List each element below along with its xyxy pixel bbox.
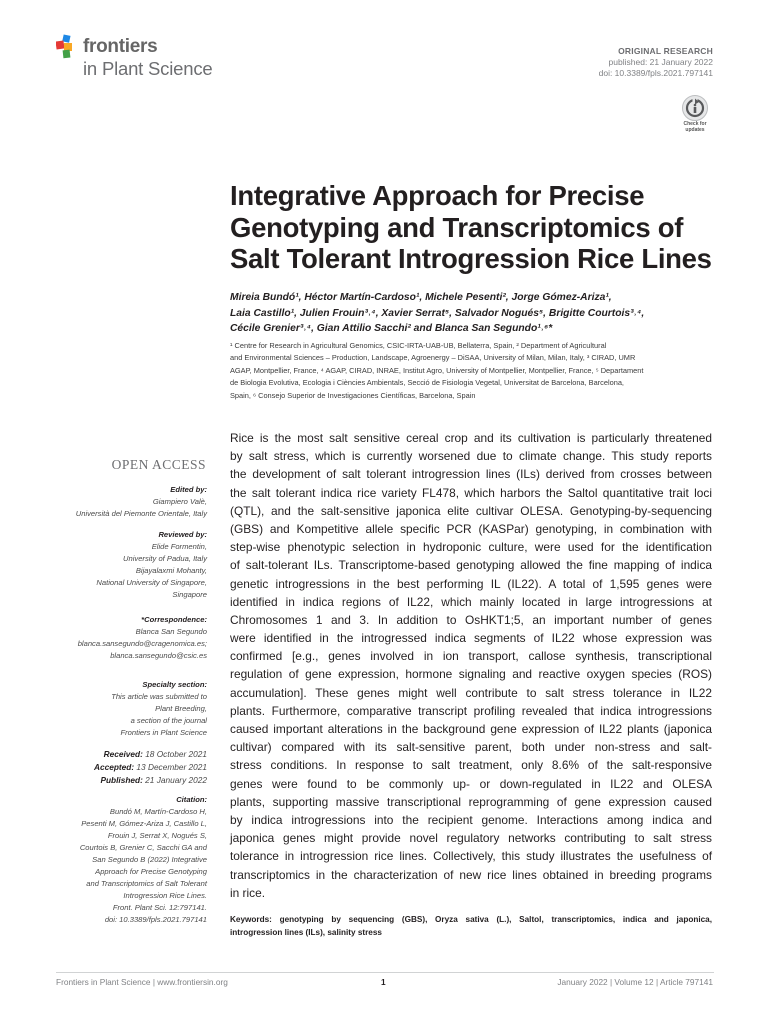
affiliation-line: de Biologia Evolutiva, Ecologia i Ciències Ambientals, Secció de Fisiologia Vegetal, Universitat de Barcelona, Barcelona, [230, 378, 624, 388]
journal-name: in Plant Science [83, 58, 213, 79]
author-list [230, 290, 730, 337]
affiliation-line: AGAP, Montpellier, France, ⁴ AGAP, CIRAD, INRAE, Institut Agro, University of Montpellier, Montpellier, France, ⁵ Departament [230, 365, 644, 375]
published-value: 21 January 2022 [145, 775, 207, 786]
affiliations [230, 340, 720, 402]
abstract-line: caused important alterations in the background gene expression of IL22 plants (japonica [230, 722, 712, 736]
reviewer-line: National University of Singapore, [96, 578, 207, 587]
abstract-line: were identified in the introgressed indica segments of IL22 whose expression was [230, 631, 712, 646]
affiliation-line: ¹ Centre for Research in Agricultural Genomics, CSIC-IRTA-UAB-UB, Bellaterra, Spain, ² Department of Agricultural [230, 341, 607, 350]
abstract-line: plants, supporting massive transcriptional reprogramming of gene expression caused [230, 794, 712, 809]
citation-line: Approach for Precise Genotyping [95, 867, 207, 876]
abstract-line: (QTL), and the salt-sensitive japonica elite cultivar OLESA. Genotyping-by-sequencing [230, 503, 712, 518]
received-value: 18 October 2021 [145, 749, 207, 759]
published-date: published: 21 January 2022 [608, 57, 713, 67]
accepted-label: Accepted: [93, 762, 135, 773]
footer-divider [56, 972, 714, 973]
abstract-line: in rice. [230, 885, 266, 900]
author-line: Laia Castillo¹, Julien Frouin³˒⁴, Xavier Serrat⁵, Salvador Nogués⁵, Brigitte Courtois³˒⁴, [230, 307, 645, 319]
abstract-line: stress conditions. In response to salt treatment, only 8.6% of the salt-responsive [230, 758, 712, 773]
editor-line: Università del Piemonte Orientale, Italy [75, 509, 207, 518]
article-dates [94, 748, 207, 788]
abstract-line: the salt tolerant indica rice variety FL478, which harbors the Saltol quantitative trait loci [230, 485, 712, 500]
citation-line: Frouin J, Serrat X, Nogués S, [107, 831, 207, 840]
logo-wordmark: frontiers [83, 36, 158, 57]
specialty-line: Frontiers in Plant Science [120, 728, 207, 737]
published-label: Published: [100, 775, 143, 786]
abstract-line: confirmed [e.g., genes involved in ion transport, callose synthesis, transcriptional [230, 649, 712, 664]
abstract-line: regulation of gene expression, hormone signaling and reactive oxygen species (ROS) [230, 667, 712, 682]
affiliation-line: Spain, ⁶ Consejo Superior de Investigaciones Científicas, Barcelona, Spain [230, 390, 476, 400]
citation-section [80, 794, 207, 926]
abstract-line: by salt stress, which is currently worsened due to climate change. This study reports [230, 449, 712, 464]
received-date [94, 748, 207, 761]
correspondence-section [78, 614, 207, 662]
affiliation-line: and Environmental Sciences – Production, Landscape, Agroenergy – DiSAA, University of Milan, Milan, Italy, ³ CIRAD, UMR [230, 353, 636, 363]
title-line: Genotyping and Transcriptomics of [230, 211, 684, 243]
check-for-updates-badge[interactable] [676, 95, 714, 133]
abstract-line: transcriptomics in the characterization of new rice lines obtained in breeding programs [230, 867, 712, 882]
check-updates-icon [676, 95, 714, 122]
published-date-side [94, 774, 207, 787]
citation-line: Front. Plant Sci. 12:797141. [112, 903, 207, 912]
journal-logo [56, 34, 256, 84]
footer-issue-info: January 2022 | Volume 12 | Article 797141 [557, 977, 713, 987]
check-updates-label: Check for updates [683, 121, 707, 133]
abstract-line: Chromosomes 1 and 3. In addition to OsHKT1;5, an important number of genes [230, 612, 712, 627]
citation-heading: Citation: [176, 795, 207, 804]
specialty-section [111, 679, 207, 739]
citation-line: and Transcriptomics of Salt Tolerant [86, 879, 207, 888]
keywords-line: introgression lines (ILs), salinity stress [230, 928, 382, 937]
citation-line: Introgression Rice Lines. [123, 891, 207, 900]
edited-by-heading: Edited by: [170, 485, 207, 494]
correspondence-name: Blanca San Segundo [135, 627, 207, 636]
citation-line: Bundó M, Martín-Cardoso H, [109, 807, 207, 816]
correspondence-email-link[interactable]: blanca.sansegundo@csic.es [110, 651, 207, 660]
correspondence-heading: *Correspondence: [141, 615, 207, 624]
article-title [230, 180, 730, 275]
specialty-line: a section of the journal [130, 716, 207, 725]
abstract-line: tolerance in introgression rice lines. Collectively, this study illustrates the usefulness of [230, 849, 712, 864]
article-doi[interactable]: doi: 10.3389/fpls.2021.797141 [598, 68, 713, 78]
reviewer-line: Elide Formentin, [151, 542, 207, 551]
keywords [230, 913, 712, 939]
page-number: 1 [381, 977, 386, 987]
citation-line: Pesenti M, Gómez-Ariza J, Castillo L, [81, 819, 207, 828]
abstract-line: japonica genes might provide novel regulatory networks contributing to salt stress [230, 831, 712, 846]
abstract-line: cultivar) compared with its salt-sensitive parent, both under non-stress and salt- [230, 740, 712, 755]
specialty-line: This article was submitted to [111, 692, 207, 701]
accepted-value: 13 December 2021 [136, 762, 207, 773]
title-line: Integrative Approach for Precise [230, 180, 645, 211]
edited-by-section [76, 484, 207, 520]
article-type: ORIGINAL RESEARCH [618, 46, 713, 56]
specialty-heading: Specialty section: [142, 680, 207, 689]
abstract-line: genes were found to be commonly up- or down-regulated in IL22 and OLESA [230, 776, 712, 791]
abstract-line: identified in indica regions of IL22, which mainly located in large introgressions at [230, 594, 712, 609]
abstract-line: genetic introgressions in the best performing IL (IL22). A total of 1,595 genes were [230, 576, 712, 591]
reviewer-line: Singapore [172, 590, 207, 599]
citation-line: Courtois B, Grenier C, Sacchi GA and [79, 843, 207, 852]
editor-line: Giampiero Valè, [152, 497, 207, 506]
reviewer-line: University of Padua, Italy [123, 554, 207, 563]
abstract-line: the development of salt tolerant introgression lines (ILs) derived from crosses between [230, 467, 712, 482]
footer-journal-link[interactable]: Frontiers in Plant Science | www.frontiersin.org [56, 977, 228, 987]
accepted-date [94, 761, 207, 774]
citation-doi-link[interactable]: doi: 10.3389/fpls.2021.797141 [104, 915, 207, 924]
abstract-line: plants. Furthermore, comparative transcript profiling revealed that indica introgressions [230, 703, 712, 718]
frontiers-logo-icon [56, 34, 82, 60]
abstract-line: (GBS) and Kompetitive allele specific PCR (KASPar) genotyping, in combination with [230, 521, 712, 536]
abstract [230, 429, 712, 902]
abstract-line: of salt-tolerant ILs. Transcriptome-based genotyping allowed the fine mapping of indica [230, 558, 712, 573]
abstract-line: by indica introgressions into the recipient genome. Interactions among indica and [230, 812, 712, 827]
title-line: Salt Tolerant Introgression Rice Lines [230, 243, 712, 274]
reviewer-line: Bijayalaxmi Mohanty, [135, 566, 207, 575]
specialty-line: Plant Breeding, [155, 704, 207, 713]
author-line: Cécile Grenier³˒⁴, Gian Attilio Sacchi² and Blanca San Segundo¹˒⁶* [230, 323, 553, 334]
citation-line: San Segundo B (2022) Integrative [92, 855, 207, 864]
abstract-line: accumulation]. These genes might well contribute to salt stress tolerance in IL22 [230, 685, 712, 700]
received-label: Received: [103, 749, 143, 759]
correspondence-email-link[interactable]: blanca.sansegundo@cragenomica.es; [77, 639, 207, 648]
abstract-line: step-wise phenotypic selection in hydroponic culture, were used for the identification [230, 540, 712, 555]
author-line: Mireia Bundó¹, Héctor Martín-Cardoso¹, Michele Pesenti², Jorge Gómez-Ariza¹, [230, 292, 612, 303]
keywords-line: Keywords: genotyping by sequencing (GBS), Oryza sativa (L.), Saltol, transcriptomics, indica and japonica, [230, 915, 712, 924]
reviewed-by-heading: Reviewed by: [158, 530, 207, 539]
open-access-label: OPEN ACCESS [111, 457, 206, 472]
reviewed-by-section [96, 529, 207, 601]
abstract-line: Rice is the most salt sensitive cereal crop and its cultivation is particularly threatened [230, 431, 712, 445]
